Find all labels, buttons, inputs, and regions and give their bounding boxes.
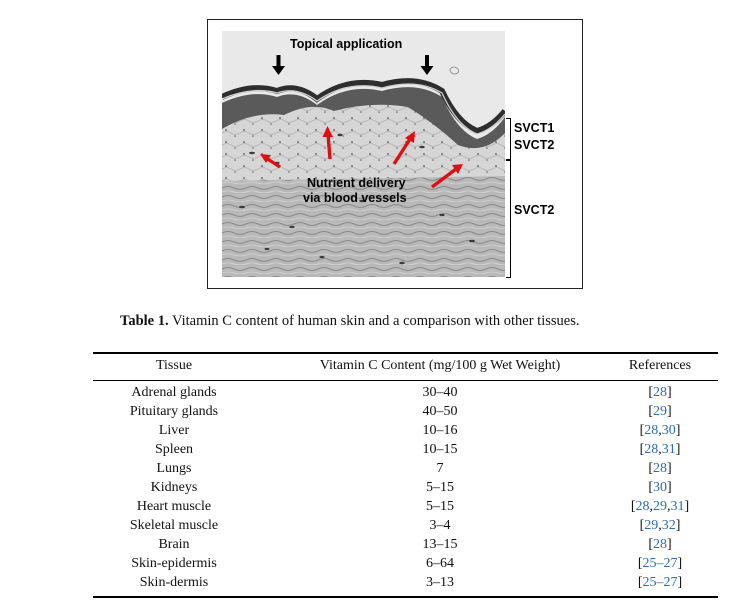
cell-tissue: Brain — [158, 537, 190, 552]
cell-vitamin-c-content: 7 — [436, 461, 444, 476]
reference-link[interactable]: 25–27 — [642, 575, 678, 590]
cell-vitamin-c-content: 10–16 — [422, 423, 458, 438]
cell-references: [25–27] — [637, 556, 683, 571]
reference-link[interactable]: 25–27 — [642, 556, 678, 571]
reference-link[interactable]: 31 — [661, 442, 676, 457]
table-caption-text: Vitamin C content of human skin and a comparison with other tissues. — [172, 313, 580, 329]
svct2-epidermis-label: SVCT2 — [514, 138, 555, 152]
skin-micrograph — [222, 31, 505, 277]
table-bottom-rule — [93, 596, 718, 598]
cell-vitamin-c-content: 40–50 — [422, 404, 458, 419]
reference-link[interactable]: 32 — [661, 518, 676, 533]
reference-link[interactable]: 28 — [653, 385, 667, 400]
cell-vitamin-c-content: 10–15 — [422, 442, 458, 457]
cell-tissue: Adrenal glands — [131, 385, 217, 400]
svct1-label: SVCT1 — [514, 121, 555, 135]
reference-link[interactable]: 28 — [644, 442, 659, 457]
cell-references: [29,32] — [639, 518, 681, 533]
reference-link[interactable]: 31 — [670, 499, 685, 514]
cell-tissue: Lungs — [156, 461, 192, 476]
delivery-arrow-icon — [328, 134, 330, 159]
cell-tissue: Heart muscle — [136, 499, 212, 514]
header-references: References — [628, 358, 692, 373]
table-top-rule — [93, 352, 718, 354]
cell-tissue: Pituitary glands — [129, 404, 219, 419]
cell-references: [28] — [648, 537, 672, 552]
cell-vitamin-c-content: 3–4 — [429, 518, 451, 533]
reference-link[interactable]: 28 — [635, 499, 650, 514]
reference-link[interactable]: 28 — [644, 423, 659, 438]
reference-link[interactable]: 29 — [653, 404, 667, 419]
cell-tissue: Skin-dermis — [139, 575, 209, 590]
cell-references: [28,29,31] — [630, 499, 690, 514]
cell-tissue: Kidneys — [150, 480, 198, 495]
cell-vitamin-c-content: 3–13 — [426, 575, 454, 590]
cell-vitamin-c-content: 13–15 — [422, 537, 458, 552]
reference-link[interactable]: 29 — [653, 499, 667, 514]
cell-references: [30] — [648, 480, 672, 495]
cell-tissue: Liver — [158, 423, 190, 438]
reference-link[interactable]: 30 — [661, 423, 676, 438]
cell-references: [28,30] — [639, 423, 681, 438]
header-vitamin-c-content: Vitamin C Content (mg/100 g Wet Weight) — [319, 358, 561, 373]
svct2-dermis-label: SVCT2 — [514, 203, 555, 217]
table-header-rule — [93, 380, 718, 381]
nutrient-delivery-label: Nutrient delivery — [307, 176, 406, 190]
cell-vitamin-c-content: 5–15 — [426, 480, 454, 495]
cell-references: [28,31] — [639, 442, 681, 457]
cell-references: [25–27] — [637, 575, 683, 590]
cell-tissue: Skin-epidermis — [131, 556, 217, 571]
epidermis-bracket — [506, 118, 511, 160]
header-tissue: Tissue — [155, 358, 193, 373]
cell-tissue: Skeletal muscle — [129, 518, 219, 533]
cell-references: [28] — [648, 385, 672, 400]
blood-vessels-label: via blood vessels — [303, 191, 407, 205]
cell-vitamin-c-content: 30–40 — [422, 385, 458, 400]
dermis-bracket — [506, 160, 511, 278]
cell-references: [29] — [648, 404, 672, 419]
cell-tissue: Spleen — [154, 442, 194, 457]
table-caption — [120, 313, 579, 330]
topical-application-label: Topical application — [290, 37, 403, 51]
reference-link[interactable]: 30 — [653, 480, 667, 495]
reference-link[interactable]: 28 — [653, 461, 667, 476]
reference-link[interactable]: 28 — [653, 537, 667, 552]
cell-vitamin-c-content: 5–15 — [426, 499, 454, 514]
cell-references: [28] — [648, 461, 672, 476]
reference-link[interactable]: 29 — [644, 518, 659, 533]
table-caption-label: Table 1. — [120, 313, 169, 329]
cell-vitamin-c-content: 6–64 — [426, 556, 454, 571]
